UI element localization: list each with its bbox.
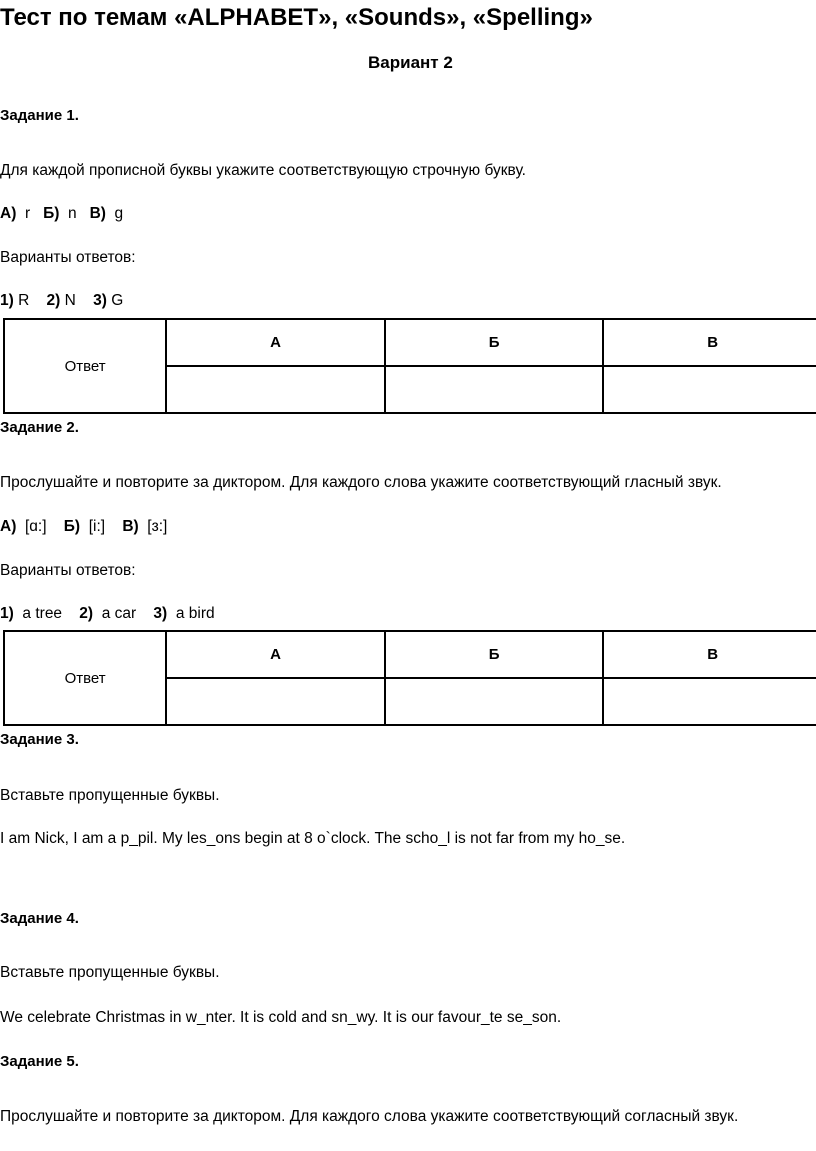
page-title: Тест по темам «ALPHABET», «Sounds», «Spelling» <box>0 4 593 31</box>
task-4-heading: Задание 4. <box>0 910 79 927</box>
item-value: r <box>24 205 31 222</box>
option-value: G <box>111 292 124 309</box>
task-4-instruction: Вставьте пропущенные буквы. <box>0 964 220 981</box>
answer-cell[interactable] <box>166 678 385 725</box>
answer-cell[interactable] <box>603 678 816 725</box>
task-3-heading: Задание 3. <box>0 731 79 748</box>
task-3-sentence: I am Nick, I am a p_pil. My les_ons begin at 8 o`clock. The scho_l is not far from my ho_se. <box>0 830 626 847</box>
item-key: А) <box>0 205 17 222</box>
answer-column-header: Б <box>385 319 604 366</box>
answer-row-label: Ответ <box>4 319 166 413</box>
answer-column-header: А <box>166 319 385 366</box>
option-key: 3) <box>153 605 168 622</box>
answer-column-header: Б <box>385 631 604 678</box>
answer-cell[interactable] <box>603 366 816 413</box>
item-value: [i:] <box>88 518 106 535</box>
option-value: a tree <box>22 605 63 622</box>
option-value: R <box>18 292 30 309</box>
answer-table-2 <box>3 630 816 726</box>
answer-column-header: В <box>603 319 816 366</box>
option-key: 3) <box>93 292 107 309</box>
option-value: a car <box>101 605 137 622</box>
answer-table-1 <box>3 318 816 414</box>
task-3-instruction: Вставьте пропущенные буквы. <box>0 787 220 804</box>
option-key: 2) <box>46 292 61 309</box>
task-1-instruction: Для каждой прописной буквы укажите соответствующую строчную букву. <box>0 162 526 179</box>
task-2-heading: Задание 2. <box>0 419 79 436</box>
task-2-options-label: Варианты ответов: <box>0 562 136 579</box>
option-value: N <box>64 292 76 309</box>
task-5-instruction: Прослушайте и повторите за диктором. Для каждого слова укажите соответствующий согласный звук. <box>0 1108 739 1125</box>
task-1-items <box>0 205 123 223</box>
answer-column-header: В <box>603 631 816 678</box>
item-key: В) <box>89 205 106 222</box>
option-key: 2) <box>79 605 94 622</box>
answer-column-header: А <box>166 631 385 678</box>
task-1-options <box>0 292 123 310</box>
option-key: 1) <box>0 292 14 309</box>
option-value: a bird <box>175 605 215 622</box>
task-2-instruction: Прослушайте и повторите за диктором. Для каждого слова укажите соответствующий гласный звук. <box>0 474 722 491</box>
answer-cell[interactable] <box>166 366 385 413</box>
item-key: Б) <box>43 205 60 222</box>
answer-row-label: Ответ <box>4 631 166 725</box>
task-5-heading: Задание 5. <box>0 1053 79 1070</box>
answer-cell[interactable] <box>385 678 604 725</box>
task-1-heading: Задание 1. <box>0 107 79 124</box>
item-value: [ɜ:] <box>147 518 168 535</box>
task-2-items <box>0 518 167 536</box>
item-key: В) <box>122 518 139 535</box>
task-1-options-label: Варианты ответов: <box>0 249 136 266</box>
variant-heading: Вариант 2 <box>368 53 453 72</box>
task-2-options <box>0 605 215 623</box>
option-key: 1) <box>0 605 14 622</box>
task-4-sentence: We celebrate Christmas in w_nter. It is cold and sn_wy. It is our favour_te se_son. <box>0 1009 562 1026</box>
item-value: g <box>114 205 124 222</box>
item-value: n <box>68 205 77 222</box>
item-key: Б) <box>63 518 81 535</box>
answer-cell[interactable] <box>385 366 604 413</box>
item-key: А) <box>0 518 17 535</box>
item-value: [ɑ:] <box>24 518 47 535</box>
